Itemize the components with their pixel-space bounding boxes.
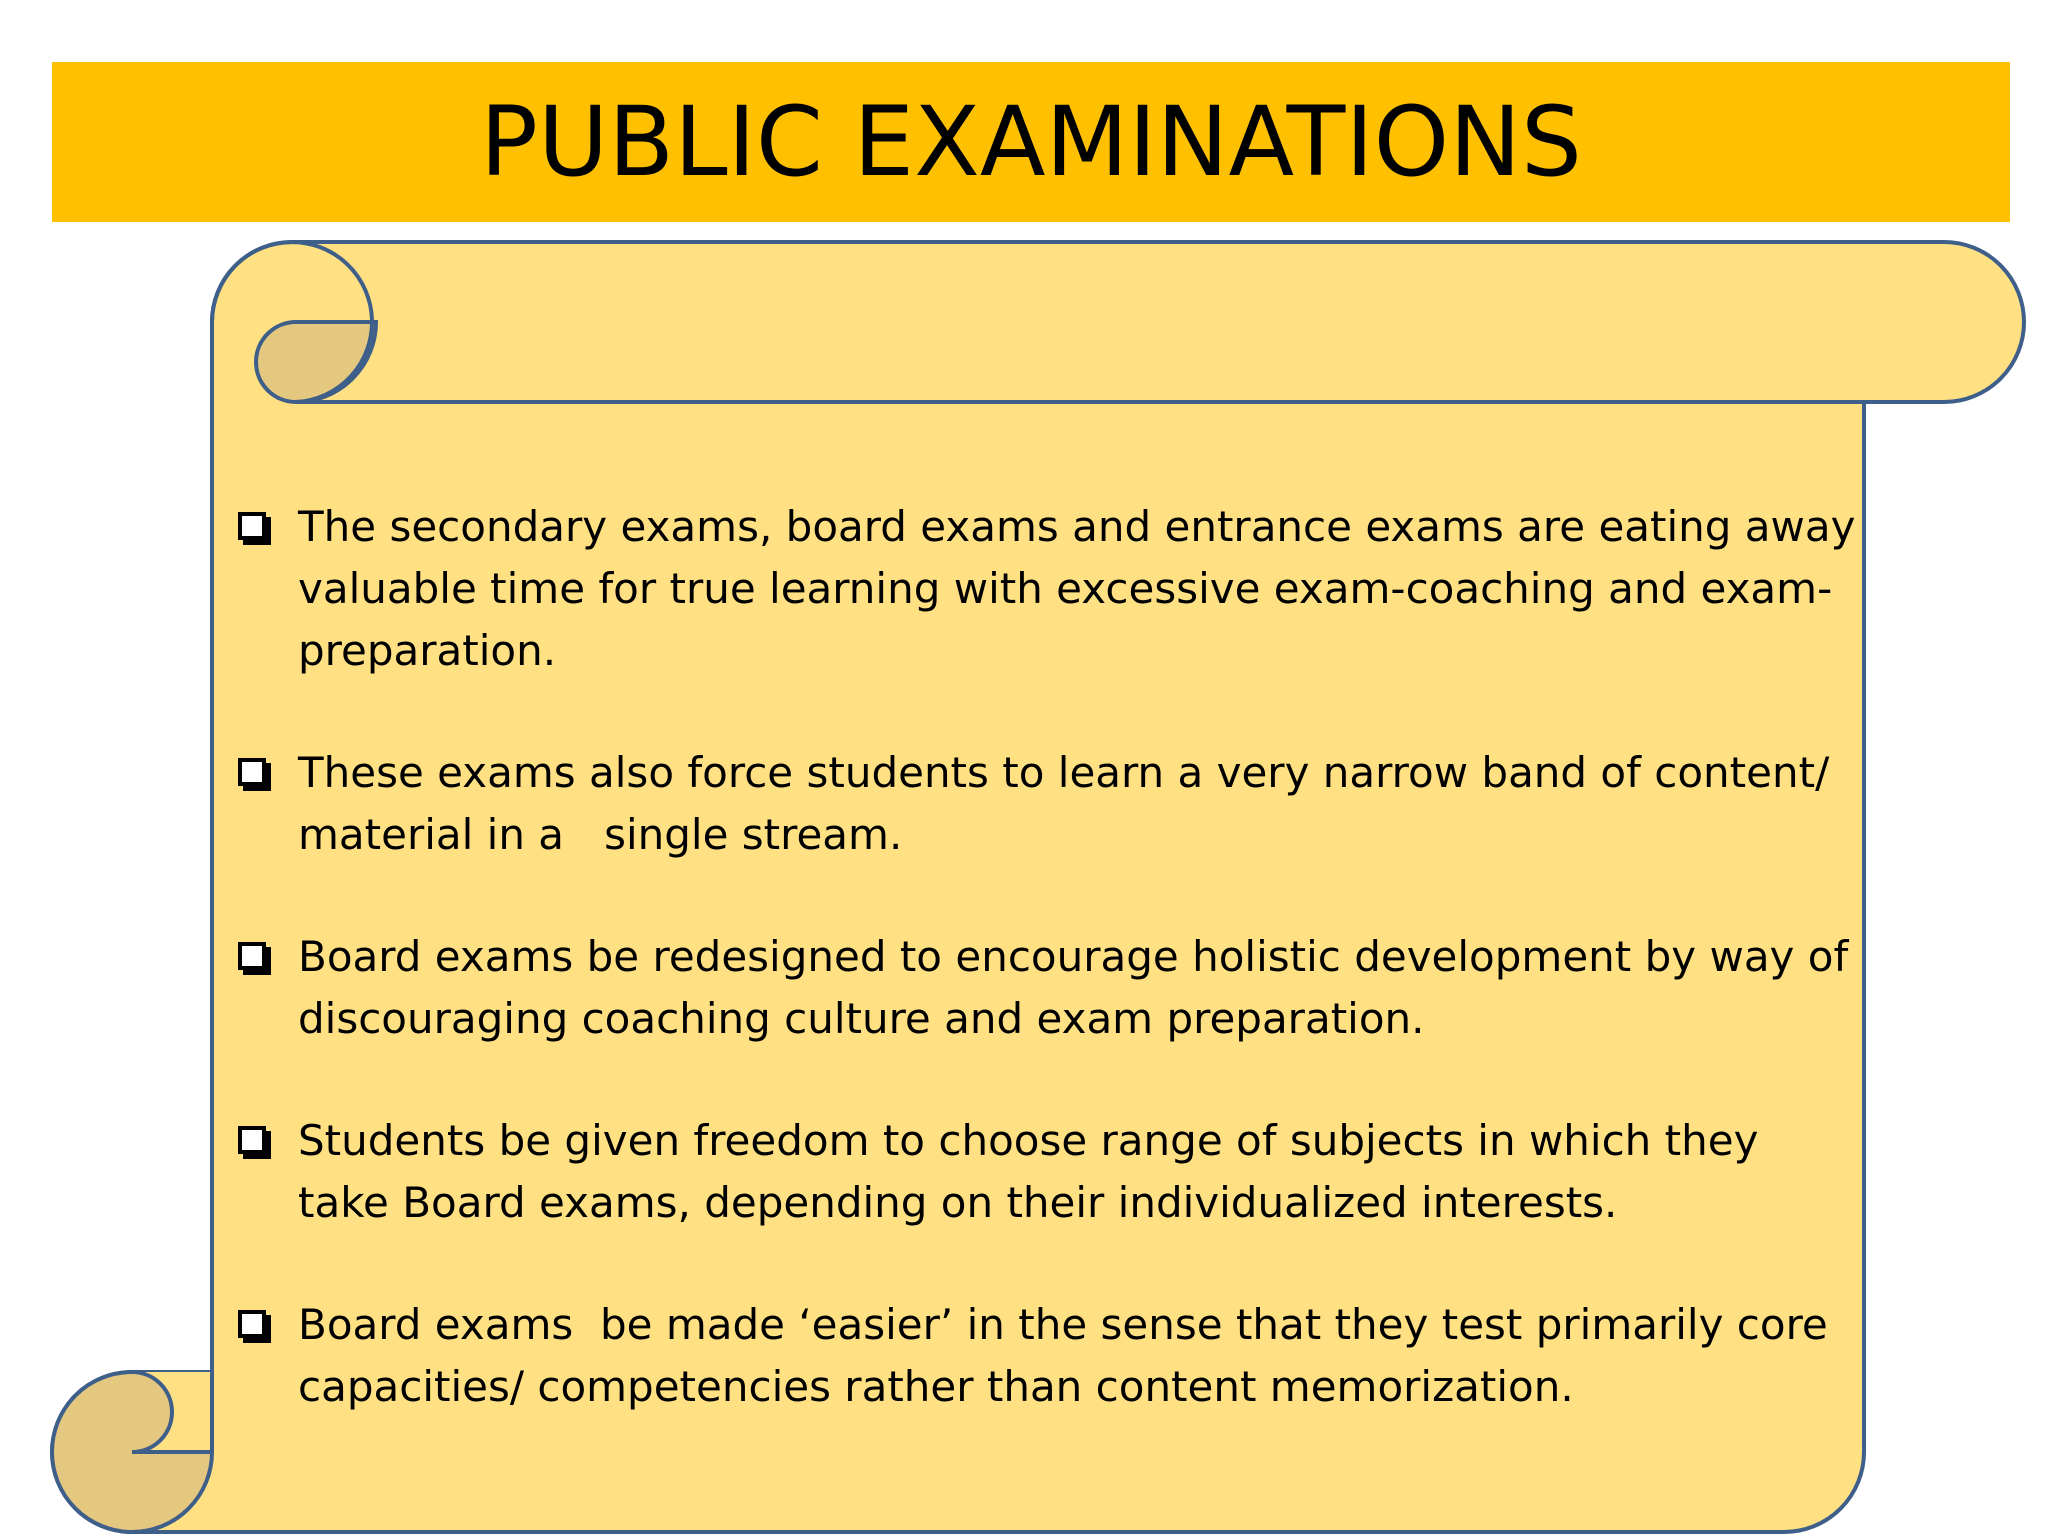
bullet-text: The secondary exams, board exams and entrance exams are eating away valuable time for true learning with excessive exam-coaching and exam-preparation. xyxy=(298,502,1869,675)
checkbox-icon xyxy=(238,758,266,786)
checkbox-icon xyxy=(238,942,266,970)
bullet-text: Board exams be made ‘easier’ in the sense that they test primarily core capacities/ competencies rather than content memorization. xyxy=(298,1300,1842,1411)
bullet-list xyxy=(238,496,1869,1478)
list-item xyxy=(238,496,1869,682)
list-item xyxy=(238,1294,1858,1418)
bullet-text: These exams also force students to learn a very narrow band of content/ material in a single stream. xyxy=(298,748,1843,859)
bullet-text: Board exams be redesigned to encourage holistic development by way of discouraging coaching culture and exam preparation. xyxy=(298,932,1862,1043)
page-title: PUBLIC EXAMINATIONS xyxy=(480,86,1582,198)
list-item xyxy=(238,1110,1858,1234)
list-item xyxy=(238,926,1862,1050)
checkbox-icon xyxy=(238,1310,266,1338)
checkbox-icon xyxy=(238,512,266,540)
bullet-text: Students be given freedom to choose range of subjects in which they take Board exams, depending on their individualized interests. xyxy=(298,1116,1772,1227)
checkbox-icon xyxy=(238,1126,266,1154)
list-item xyxy=(238,742,1858,866)
